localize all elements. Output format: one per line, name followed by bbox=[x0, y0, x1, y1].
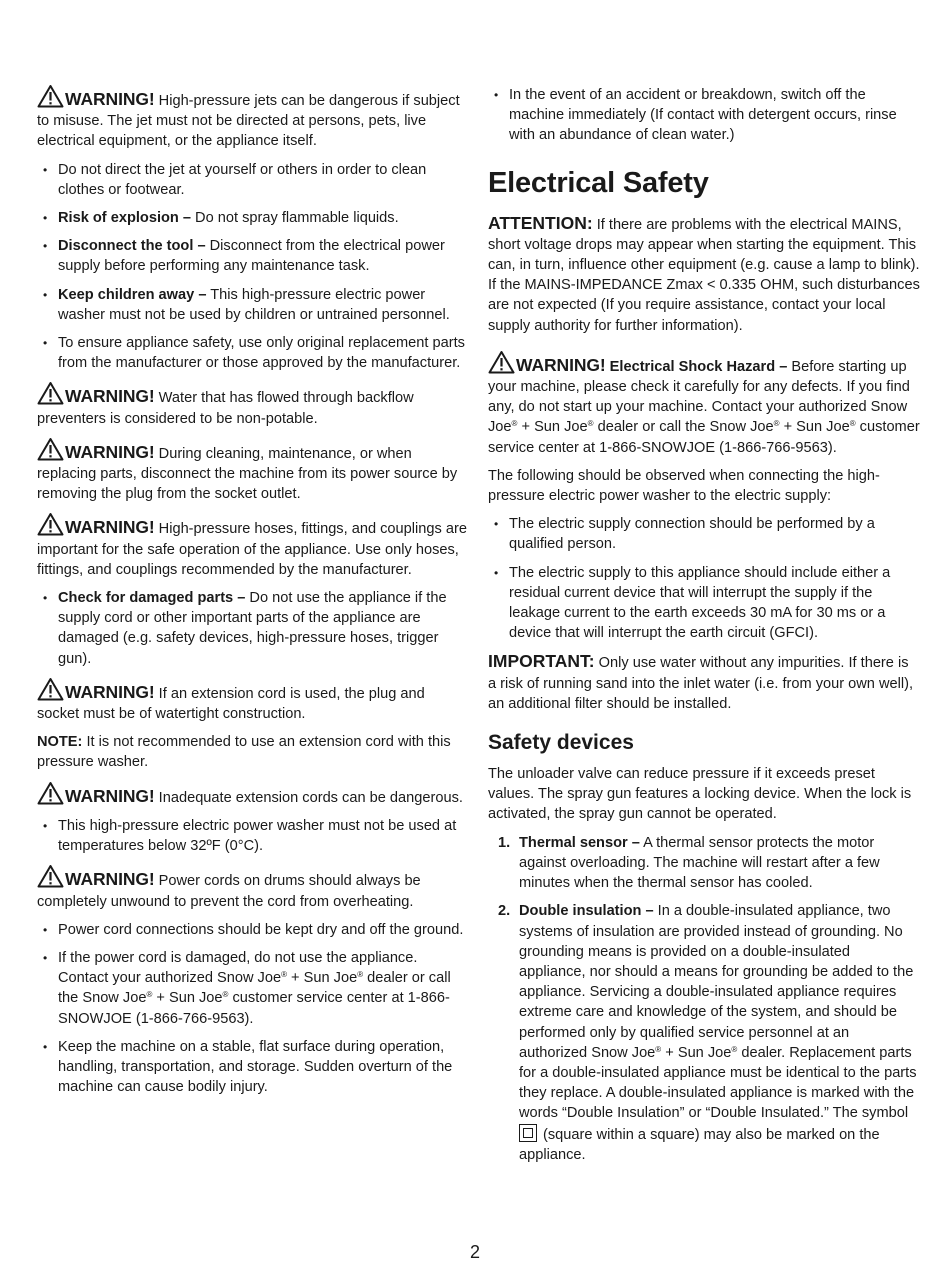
list-item-text: + Sun Joe bbox=[287, 970, 358, 987]
important-text: Only use water without any impurities. If there is a risk of running sand into the inlet water (i.e. from your own well), an additional filter should be installed. bbox=[488, 655, 914, 712]
registered-mark: ® bbox=[511, 419, 518, 429]
note-label: NOTE: bbox=[37, 734, 83, 751]
list-item bbox=[488, 514, 920, 554]
list-item bbox=[488, 85, 920, 146]
list-item-text: In a double-insulated appliance, two systems of insulation are provided instead of grounding. No grounding means is provided on a double-insulated appliance, nor should a means for grounding be added to the appliance. Servicing a double-insulated appliance requires extreme care and knowledge of the system, and should be performed only by qualified service personnel at an authorized Snow Joe bbox=[519, 903, 914, 1061]
warning-label: WARNING! bbox=[516, 354, 606, 375]
list-item-text: If the power cord is damaged, do not use the appliance. Contact your authorized Snow Joe bbox=[58, 949, 418, 987]
registered-mark: ® bbox=[655, 1044, 662, 1054]
page-number: 2 bbox=[469, 1242, 480, 1262]
warning-bullet-list bbox=[37, 816, 468, 856]
list-item-text: This high-pressure electric power washer must not be used at temperatures below 32ºF (0°C). bbox=[58, 817, 457, 855]
list-item-text: Keep the machine on a stable, flat surface during operation, handling, transportation, and storage. Sudden overturn of the machine can cause bodily injury. bbox=[58, 1038, 453, 1096]
shock-hazard-label: Electrical Shock Hazard – bbox=[609, 358, 788, 375]
list-item-text: dealer or call the Snow Joe bbox=[58, 970, 451, 1007]
list-item bbox=[37, 285, 468, 325]
warning-triangle-icon bbox=[37, 512, 64, 536]
registered-mark: ® bbox=[587, 419, 594, 429]
list-item bbox=[37, 920, 468, 940]
warning-text: Water that has flowed through backflow preventers is considered to be non-potable. bbox=[37, 390, 414, 427]
warning-text: High-pressure jets can be dangerous if subject to misuse. The jet must not be directed at persons, pets, live electrical equipment, or the appliance itself. bbox=[37, 93, 460, 150]
left-column bbox=[37, 84, 468, 1105]
warning-backflow bbox=[37, 381, 468, 428]
safety-devices-paragraph: The unloader valve can reduce pressure if it exceeds preset values. The spray gun features a locking device. When the lock is activated, the spray gun cannot be operated. bbox=[488, 766, 912, 823]
warning-label: WARNING! bbox=[65, 89, 155, 109]
item-number: 2. bbox=[498, 903, 511, 920]
important-paragraph bbox=[488, 651, 920, 714]
note-paragraph bbox=[37, 732, 468, 772]
warning-triangle-icon bbox=[37, 437, 64, 461]
warning-text: If an extension cord is used, the plug and socket must be of watertight construction. bbox=[37, 685, 425, 723]
warning-triangle-icon bbox=[37, 781, 64, 805]
list-item-bold: Check for damaged parts – bbox=[58, 590, 246, 607]
list-item-text: To ensure appliance safety, use only original replacement parts from the manufacturer or those approved by the manufacturer. bbox=[58, 335, 465, 372]
warning-label: WARNING! bbox=[65, 386, 155, 407]
observe-bullet-list bbox=[488, 514, 920, 643]
warning-text: + Sun Joe bbox=[517, 419, 588, 436]
warning-text: + Sun Joe bbox=[779, 419, 850, 436]
list-item-text: The electric supply to this appliance should include either a residual current device that will interrupt the supply if the leakage current to the earth exceeds 30 mA for 30 ms or a device that will interrupt the earth circuit (GFCI). bbox=[509, 564, 891, 642]
list-item-text: customer service center at 1-866-SNOWJOE (1-866-766-9563). bbox=[58, 990, 450, 1027]
list-item bbox=[37, 160, 468, 200]
list-item-bold: Disconnect the tool – bbox=[58, 238, 206, 255]
list-item bbox=[37, 208, 468, 228]
list-item-bold: Double insulation – bbox=[519, 903, 654, 920]
list-item-text: Do not spray flammable liquids. bbox=[191, 210, 399, 227]
list-item-text: In the event of an accident or breakdown, switch off the machine immediately (If contact with detergent occurs, rinse with an abundance of clean water.) bbox=[509, 87, 897, 144]
warning-bullet-list bbox=[37, 920, 468, 1098]
list-item-text: Do not use the appliance if the supply cord or other important parts of the appliance are damaged (e.g. safety devices, high-pressure hoses, trigger gun). bbox=[58, 590, 447, 667]
registered-mark: ® bbox=[731, 1044, 738, 1054]
note-text: It is not recommended to use an extension cord with this pressure washer. bbox=[37, 734, 451, 771]
warning-inadequate-cords bbox=[37, 781, 468, 808]
list-item bbox=[498, 901, 920, 1165]
list-item bbox=[37, 588, 468, 669]
warning-shock-hazard bbox=[488, 350, 920, 458]
warning-disconnect bbox=[37, 437, 468, 505]
item-number: 1. bbox=[498, 834, 511, 851]
warning-triangle-icon bbox=[488, 350, 515, 374]
registered-mark: ® bbox=[773, 419, 780, 429]
warning-triangle-icon bbox=[37, 677, 64, 701]
warning-label: WARNING! bbox=[65, 681, 155, 702]
warning-text: During cleaning, maintenance, or when replacing parts, disconnect the machine from its power source by removing the plug from the socket outlet. bbox=[37, 445, 458, 503]
double-insulation-symbol-icon bbox=[519, 1124, 537, 1142]
warning-bullet-list bbox=[37, 588, 468, 669]
accident-bullet-list bbox=[488, 85, 920, 146]
list-item bbox=[37, 816, 468, 856]
warning-high-pressure-jets bbox=[37, 84, 468, 152]
warning-text: dealer or call the Snow Joe bbox=[593, 419, 774, 436]
registered-mark: ® bbox=[281, 970, 287, 980]
right-column bbox=[488, 85, 920, 1173]
warning-triangle-icon bbox=[37, 84, 64, 108]
list-item-text: Power cord connections should be kept dry and off the ground. bbox=[58, 921, 464, 938]
list-item bbox=[37, 236, 468, 276]
attention-paragraph bbox=[488, 213, 920, 336]
warning-triangle-icon bbox=[37, 864, 64, 888]
warning-text: Inadequate extension cords can be dangerous. bbox=[158, 789, 463, 806]
list-item-text: Do not direct the jet at yourself or others in order to clean clothes or footwear. bbox=[58, 161, 427, 198]
warning-extension-cord bbox=[37, 677, 468, 724]
attention-text: If there are problems with the electrical MAINS, short voltage drops may appear when starting the equipment. This can, in turn, influence other equipment (e.g. cause a lamp to blink). If the MAINS-IMPEDANCE Zmax < 0.335 OHM, such disturbances are not expected (If you require assistance, contact your local supply authority for further information). bbox=[488, 216, 920, 334]
warning-label: WARNING! bbox=[65, 441, 155, 462]
observe-paragraph: The following should be observed when connecting the high-pressure electric power washer to the electric supply: bbox=[488, 467, 880, 505]
warning-power-cords bbox=[37, 864, 468, 911]
warning-bullet-list bbox=[37, 160, 468, 374]
attention-label: ATTENTION: bbox=[488, 212, 593, 233]
list-item-text: + Sun Joe bbox=[152, 990, 223, 1007]
registered-mark: ® bbox=[222, 990, 229, 1000]
list-item-text: This high-pressure electric power washer must not be used by children or untrained personnel. bbox=[58, 286, 450, 323]
warning-hoses bbox=[37, 512, 468, 580]
warning-label: WARNING! bbox=[65, 517, 155, 538]
warning-text: High-pressure hoses, fittings, and couplings are important for the safe operation of the appliance. Use only hoses, fittings, and couplings recommended by the manufacturer. bbox=[37, 521, 467, 578]
heading-electrical-safety: Electrical Safety bbox=[488, 166, 709, 199]
registered-mark: ® bbox=[146, 990, 153, 1000]
list-item-bold: Risk of explosion – bbox=[58, 210, 191, 227]
list-item-bold: Keep children away – bbox=[58, 286, 207, 303]
safety-devices-list bbox=[488, 833, 920, 1165]
list-item bbox=[37, 948, 468, 1029]
list-item bbox=[37, 333, 468, 373]
warning-label: WARNING! bbox=[65, 785, 155, 806]
warning-text: Before starting up your machine, please check it carefully for any defects. If you find any, do not start up your machine. Contact your authorized Snow Joe bbox=[488, 358, 910, 436]
warning-text: customer service center at 1-866-SNOWJOE (1-866-766-9563). bbox=[488, 419, 920, 456]
list-item-text: A thermal sensor protects the motor against overloading. The machine will restart after a few minutes when the thermal sensor has cooled. bbox=[519, 834, 880, 892]
registered-mark: ® bbox=[357, 970, 364, 980]
list-item bbox=[37, 1037, 468, 1098]
heading-safety-devices: Safety devices bbox=[488, 731, 634, 755]
list-item-text: (square within a square) may also be marked on the appliance. bbox=[519, 1126, 880, 1163]
list-item-bold: Thermal sensor – bbox=[519, 834, 640, 851]
warning-triangle-icon bbox=[37, 381, 64, 405]
warning-text: Power cords on drums should always be completely unwound to prevent the cord from overheating. bbox=[37, 873, 421, 910]
list-item-text: dealer. Replacement parts for a double-insulated appliance must be identical to the parts they replace. A double-insulated appliance is marked with the words “Double Insulation” or “Double Insulated.” The symbol bbox=[519, 1044, 917, 1122]
registered-mark: ® bbox=[849, 419, 856, 429]
important-label: IMPORTANT: bbox=[488, 651, 595, 672]
list-item-text: Disconnect from the electrical power supply before performing any maintenance task. bbox=[58, 238, 445, 275]
list-item bbox=[498, 833, 920, 894]
list-item-text: + Sun Joe bbox=[661, 1044, 732, 1061]
warning-label: WARNING! bbox=[65, 869, 155, 890]
list-item-text: The electric supply connection should be performed by a qualified person. bbox=[509, 516, 875, 553]
list-item bbox=[488, 563, 920, 644]
